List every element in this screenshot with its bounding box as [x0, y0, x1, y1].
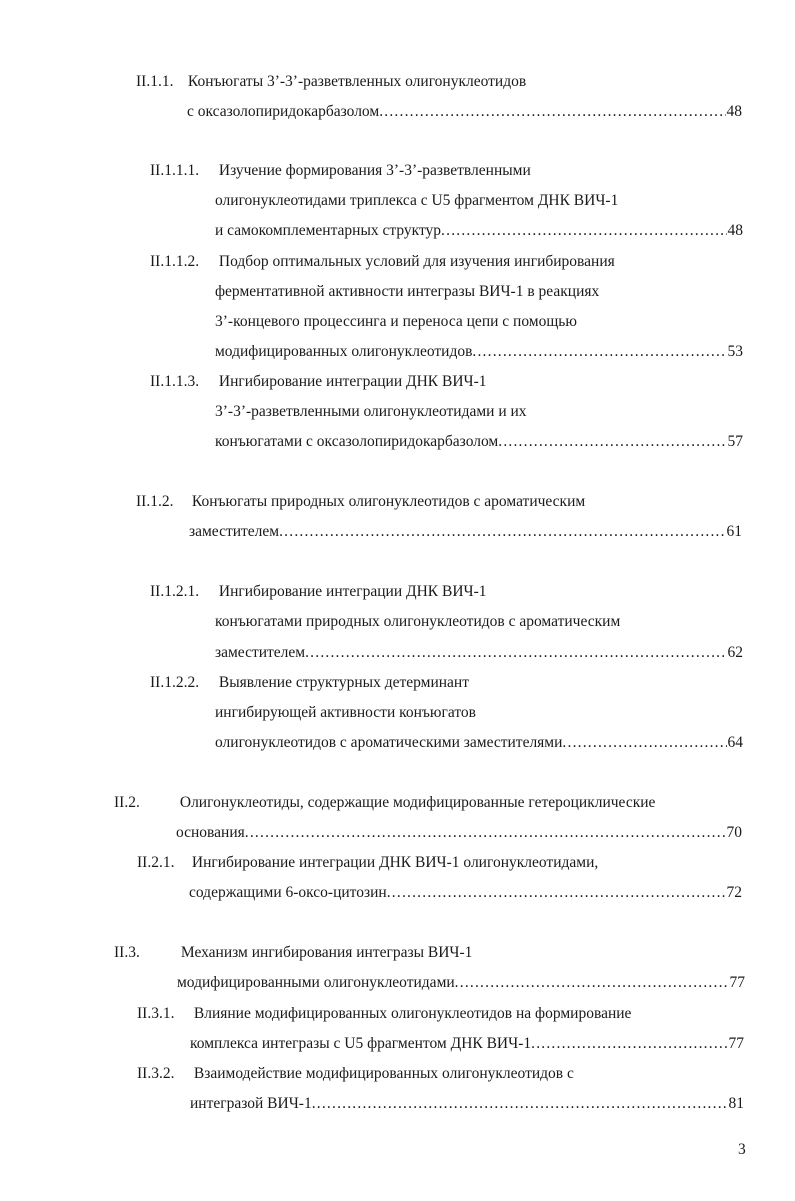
dot-leader: [312, 1094, 728, 1114]
toc-title-end: олигонуклеотидов с ароматическими заместителями: [215, 734, 563, 751]
toc-leader-line[interactable]: [215, 733, 743, 753]
toc-title-end: заместителем: [189, 523, 280, 540]
toc-page-number: 77: [729, 974, 745, 991]
toc-number: II.1.2.1.: [150, 583, 200, 600]
toc-page-number: 64: [727, 734, 743, 751]
toc-leader-line[interactable]: [190, 1034, 744, 1054]
toc-entry-2-1-2-2: [150, 673, 469, 693]
toc-leader-line[interactable]: [187, 102, 742, 122]
dot-leader: [531, 1034, 727, 1054]
toc-number: II.1.1.3.: [150, 373, 200, 390]
toc-entry-2-3-2: [137, 1064, 574, 1084]
toc-leader-line[interactable]: [215, 342, 743, 362]
toc-entry-2-2: [114, 793, 655, 813]
dot-leader: [455, 973, 729, 993]
toc-page-number: 57: [727, 433, 743, 450]
toc-entry-2-1-1-2: [150, 252, 615, 272]
toc-title-end: и самокомплементарных структур: [215, 222, 442, 239]
toc-title: Ингибирование интеграции ДНК ВИЧ-1: [218, 583, 487, 600]
toc-entry-2-1-2: [136, 492, 585, 512]
toc-page-number: 62: [727, 644, 743, 661]
dot-leader: [498, 432, 726, 452]
dot-leader: [245, 823, 726, 843]
toc-title-end: комплекса интегразы с U5 фрагментом ДНК ВИЧ-1: [190, 1035, 532, 1052]
toc-leader-line[interactable]: [189, 883, 742, 903]
toc-leader-line[interactable]: [215, 221, 743, 241]
toc-title-line: ингибирующей активности конъюгатов: [215, 704, 476, 721]
toc-title-end: интегразой ВИЧ-1: [190, 1095, 312, 1112]
toc-title-line: конъюгатами природных олигонуклеотидов с ароматическим: [215, 613, 621, 630]
toc-title-end: содержащими 6-оксо-цитозин: [189, 884, 387, 901]
toc-title-end: основания: [176, 824, 245, 841]
toc-number: II.1.1.2.: [150, 253, 200, 270]
toc-title-end: с оксазолопиридокарбазолом: [187, 103, 380, 120]
toc-page-number: 72: [726, 884, 742, 901]
dot-leader: [279, 522, 725, 542]
toc-title: Механизм ингибирования интегразы ВИЧ-1: [180, 944, 473, 961]
toc-entry-2-2-1: [137, 853, 598, 873]
toc-entry-2-3: [114, 943, 472, 963]
toc-title-end: заместителем: [215, 644, 306, 661]
toc-title: Ингибирование интеграции ДНК ВИЧ-1: [218, 373, 487, 390]
toc-page-number: 77: [728, 1035, 744, 1052]
toc-page-number: 70: [726, 824, 742, 841]
toc-title: Взаимодействие модифицированных олигонуклеотидов с: [193, 1065, 574, 1082]
toc-title-line: 3’-концевого процессинга и переноса цепи с помощью: [215, 313, 577, 330]
toc-leader-line[interactable]: [215, 643, 743, 663]
toc-number: II.3.2.: [137, 1065, 175, 1082]
toc-page-number: 61: [726, 523, 742, 540]
toc-entry-2-3-1: [137, 1004, 631, 1024]
toc-page-number: 81: [728, 1095, 744, 1112]
toc-number: II.2.1.: [137, 854, 175, 871]
toc-title-line: ферментативной активности интегразы ВИЧ-1 в реакциях: [215, 283, 600, 300]
dot-leader: [387, 883, 726, 903]
page-number: 3: [738, 1141, 746, 1158]
toc-leader-line[interactable]: [189, 522, 742, 542]
toc-entry-2-1-2-1: [150, 582, 487, 602]
toc-number: II.1.1.: [136, 73, 174, 90]
toc-entry-2-1-1: [136, 72, 526, 92]
dot-leader: [562, 733, 726, 753]
toc-number: II.1.1.1.: [150, 162, 200, 179]
toc-title: Ингибирование интеграции ДНК ВИЧ-1 олигонуклеотидами,: [191, 854, 599, 871]
toc-title: Конъюгаты природных олигонуклеотидов с ароматическим: [191, 493, 586, 510]
toc-number: II.2.: [114, 794, 140, 811]
toc-number: II.3.1.: [137, 1005, 175, 1022]
toc-leader-line[interactable]: [215, 432, 743, 452]
toc-title-end: модифицированных олигонуклеотидов: [215, 343, 473, 360]
toc-leader-line[interactable]: [177, 973, 745, 993]
toc-title: Изучение формирования 3’-3’-разветвленными: [218, 162, 531, 179]
toc-leader-line[interactable]: [176, 823, 742, 843]
toc-title-end: конъюгатами с оксазолопиридокарбазолом: [215, 433, 499, 450]
toc-title: Подбор оптимальных условий для изучения ингибирования: [218, 253, 615, 270]
toc-title: Выявление структурных детерминант: [218, 674, 469, 691]
dot-leader: [379, 102, 725, 122]
toc-title: Конъюгаты 3’-3’-разветвленных олигонуклеотидов: [187, 73, 527, 90]
toc-entry-2-1-1-1: [150, 161, 531, 181]
toc-page-number: 53: [727, 343, 743, 360]
toc-page-number: 48: [726, 103, 742, 120]
dot-leader: [305, 643, 726, 663]
toc-leader-line[interactable]: [190, 1094, 744, 1114]
toc-page-number: 48: [727, 222, 743, 239]
toc-title-line: олигонуклеотидами триплекса с U5 фрагментом ДНК ВИЧ-1: [215, 192, 619, 209]
dot-leader: [441, 221, 726, 241]
toc-number: II.1.2.2.: [150, 674, 200, 691]
toc-title: Влияние модифицированных олигонуклеотидов на формирование: [193, 1005, 632, 1022]
toc-title-line: 3’-3’-разветвленными олигонуклеотидами и их: [215, 403, 527, 420]
toc-entry-2-1-1-3: [150, 372, 487, 392]
toc-number: II.3.: [114, 944, 140, 961]
toc-title: Олигонуклеотиды, содержащие модифицированные гетероциклические: [179, 794, 656, 811]
toc-number: II.1.2.: [136, 493, 174, 510]
toc-title-end: модифицированными олигонуклеотидами: [177, 974, 455, 991]
dot-leader: [472, 342, 726, 362]
